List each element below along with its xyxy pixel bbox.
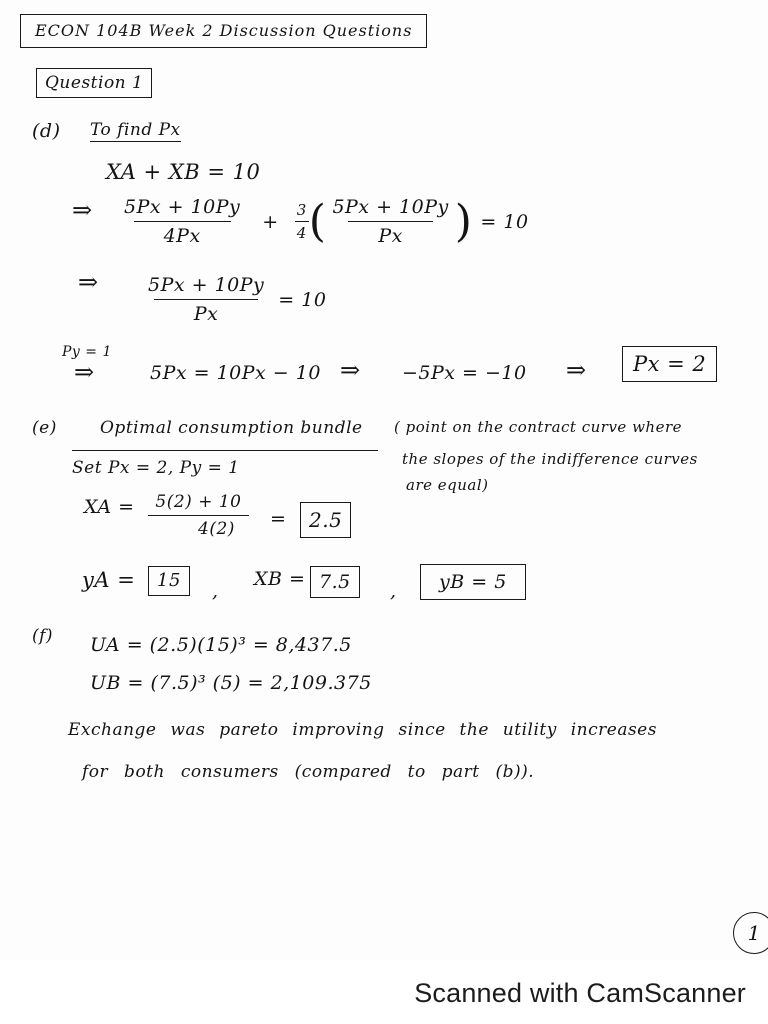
fraction-consumer-a xyxy=(118,196,246,247)
equation-rhs: = 10 xyxy=(480,210,529,233)
left-paren: ( xyxy=(308,195,327,247)
xa-lhs: XA = xyxy=(84,496,135,518)
utility-a: UA = (2.5)(15)³ = 8,437.5 xyxy=(90,634,352,656)
fraction-coefficient xyxy=(295,201,309,242)
equation-solve-step: −5Px = −10 xyxy=(402,362,527,384)
comma: , xyxy=(212,580,219,602)
fraction-denominator: 4(2) xyxy=(148,515,249,539)
fraction-numerator: 3 xyxy=(296,201,307,219)
right-paren: ) xyxy=(454,195,473,247)
page-number: 1 xyxy=(733,912,768,954)
fraction-combined xyxy=(142,274,270,325)
utility-b: UB = (7.5)³ (5) = 2,109.375 xyxy=(90,672,372,694)
fraction-denominator: 4Px xyxy=(134,221,231,247)
fraction-consumer-b xyxy=(326,196,454,247)
xb-lhs: XB = xyxy=(254,568,306,590)
comma: , xyxy=(390,580,397,602)
camscanner-watermark: Scanned with CamScanner xyxy=(414,978,746,1008)
heading-underline xyxy=(72,450,378,451)
part-e-note: the slopes of the indifference curves xyxy=(402,450,698,468)
fraction-denominator: Px xyxy=(348,221,433,247)
xb-result: 7.5 xyxy=(310,566,360,598)
part-e-note: are equal) xyxy=(406,476,489,494)
page-title: ECON 104B Week 2 Discussion Questions xyxy=(20,14,427,48)
part-e-label: (e) xyxy=(32,418,57,438)
part-d-label: (d) xyxy=(32,120,61,142)
ya-result: 15 xyxy=(148,566,190,596)
equation-simplified xyxy=(142,274,326,325)
plus-sign: + xyxy=(262,210,279,233)
part-f-label: (f) xyxy=(32,626,54,646)
part-d-heading: To find Px xyxy=(90,120,181,140)
xa-fraction xyxy=(148,492,249,539)
fraction xyxy=(148,492,249,539)
price-x-result: Px = 2 xyxy=(622,346,717,382)
conclusion-line: Exchange was pareto improving since the utility increases xyxy=(68,720,657,740)
fraction-numerator: 5Px + 10Py xyxy=(148,274,265,296)
equation-substituted xyxy=(118,196,529,247)
fraction-denominator: 4 xyxy=(295,221,309,242)
equation-market-clearing: XA + XB = 10 xyxy=(106,160,261,184)
set-prices-line: Set Px = 2, Py = 1 xyxy=(72,458,240,478)
equation-rhs: = 10 xyxy=(278,288,327,311)
xa-result: 2.5 xyxy=(300,502,351,538)
fraction-numerator: 5(2) + 10 xyxy=(155,492,242,512)
implies-arrow: ⇒ xyxy=(566,356,587,384)
implies-arrow: ⇒ xyxy=(74,358,95,386)
part-e-note: ( point on the contract curve where xyxy=(394,418,683,436)
yb-result: yB = 5 xyxy=(420,564,526,600)
implies-arrow: ⇒ xyxy=(340,356,361,384)
fraction-denominator: Px xyxy=(154,299,259,325)
equals-sign: = xyxy=(270,508,287,530)
question-label: Question 1 xyxy=(36,68,152,98)
fraction-numerator: 5Px + 10Py xyxy=(332,196,449,218)
implies-arrow: ⇒ xyxy=(78,268,99,296)
part-e-heading: Optimal consumption bundle xyxy=(100,418,363,438)
implies-arrow: ⇒ xyxy=(72,196,93,224)
ya-lhs: yA = xyxy=(82,568,136,592)
equation-solve-step: 5Px = 10Px − 10 xyxy=(150,362,321,384)
fraction-numerator: 5Px + 10Py xyxy=(124,196,241,218)
py-normalization-note: Py = 1 xyxy=(62,344,112,360)
conclusion-line: for both consumers (compared to part (b)). xyxy=(82,762,535,782)
